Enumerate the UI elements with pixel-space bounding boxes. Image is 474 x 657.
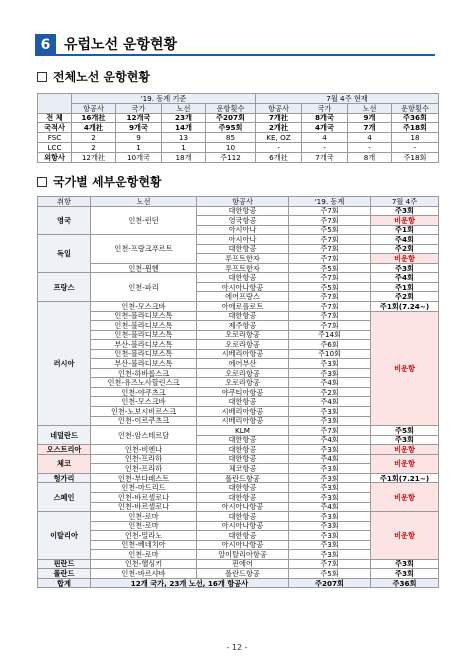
- table-cell: 10: [206, 142, 256, 152]
- table-row: [38, 454, 439, 464]
- winter-cell: 주7회: [289, 254, 371, 264]
- route-cell: 인천-블라디보스톡: [91, 321, 197, 331]
- column-header: 항공사: [256, 103, 302, 113]
- current-cell: 주4회: [371, 273, 439, 283]
- country-cell: 헝가리: [38, 473, 91, 483]
- table-cell: 12개社: [72, 152, 116, 162]
- winter-cell: 주3회: [289, 368, 371, 378]
- section-header: [35, 34, 435, 56]
- route-cell: 인천-베네치아: [91, 540, 197, 550]
- table-row: [38, 123, 439, 133]
- column-header: 운항횟수: [206, 103, 256, 113]
- current-cell: 주3회: [371, 569, 439, 579]
- table-cell: 2개社: [256, 123, 302, 133]
- total-current: 주36회: [371, 578, 439, 588]
- subsection-title-overall: [37, 70, 150, 85]
- column-header: 7월 4주: [371, 197, 439, 207]
- winter-cell: 주7회: [289, 311, 371, 321]
- winter-cell: 주3회: [289, 521, 371, 531]
- table-row: [38, 302, 439, 312]
- current-cell: 주3회: [371, 263, 439, 273]
- airline-cell: 대한항공: [197, 206, 289, 216]
- route-cell: 인천-모스크바: [91, 302, 197, 312]
- table-cell: -: [302, 142, 348, 152]
- route-cell: 인천-로마: [91, 550, 197, 560]
- winter-cell: 주7회: [289, 273, 371, 283]
- total-row: [38, 578, 439, 588]
- table-row: [38, 142, 439, 152]
- column-header: 국가: [302, 103, 348, 113]
- checkbox-icon: [37, 177, 47, 187]
- current-cell: 주3회: [371, 559, 439, 569]
- country-cell: 오스트리아: [38, 445, 91, 455]
- subsection-title-text: 전체노선 운항현황: [53, 70, 150, 84]
- column-header: 노선: [162, 103, 206, 113]
- route-cell: 인천-뮌헨: [91, 263, 197, 273]
- route-cell: 인천-마드리드: [91, 483, 197, 493]
- table-cell: 1: [162, 142, 206, 152]
- airline-cell: 시베리아항공: [197, 416, 289, 426]
- table-row: [38, 512, 439, 522]
- page-number: - 12 -: [226, 643, 248, 652]
- route-cell: 인천-비엔나: [91, 445, 197, 455]
- corner-cell: [38, 94, 72, 114]
- table-cell: 4: [348, 133, 392, 143]
- airline-cell: 폴란드항공: [197, 473, 289, 483]
- winter-cell: 주7회: [289, 292, 371, 302]
- airline-cell: 아에로플로트: [197, 302, 289, 312]
- winter-cell: 주7회: [289, 244, 371, 254]
- group-header: '19. 동계 기준: [72, 94, 256, 104]
- route-cell: 인천-헬싱키: [91, 559, 197, 569]
- airline-cell: 대한항공: [197, 483, 289, 493]
- winter-cell: 주5회: [289, 263, 371, 273]
- winter-cell: 주3회: [289, 473, 371, 483]
- table-cell: 14개: [162, 123, 206, 133]
- route-cell: 인천-로마: [91, 521, 197, 531]
- table-cell: 18개: [162, 152, 206, 162]
- route-cell: 인천-블라디보스톡: [91, 349, 197, 359]
- route-cell: 인천-유즈노사할린스크: [91, 378, 197, 388]
- table-row: [38, 559, 439, 569]
- column-header: 취항: [38, 197, 91, 207]
- winter-cell: 주7회: [289, 302, 371, 312]
- current-cell: 주2회: [371, 244, 439, 254]
- current-cell: 주1회: [371, 282, 439, 292]
- table-row: [38, 311, 439, 321]
- table-cell: 85: [206, 133, 256, 143]
- country-cell: 체코: [38, 454, 91, 473]
- table-row: [38, 569, 439, 579]
- airline-cell: KLM: [197, 426, 289, 436]
- table-cell: 2: [72, 142, 116, 152]
- airline-cell: 알이탈리아항공: [197, 550, 289, 560]
- table-cell: 7개국: [302, 152, 348, 162]
- airline-cell: 폴란드항공: [197, 569, 289, 579]
- airline-cell: 대한항공: [197, 397, 289, 407]
- current-cell: 주3회: [371, 435, 439, 445]
- airline-cell: 대한항공: [197, 244, 289, 254]
- winter-cell: 주3회: [289, 540, 371, 550]
- table-cell: 4개국: [302, 123, 348, 133]
- route-cell: 부산-블라디보스톡: [91, 340, 197, 350]
- table-cell: 6개社: [256, 152, 302, 162]
- route-cell: 인천-바르샤바: [91, 569, 197, 579]
- country-cell: 핀란드: [38, 559, 91, 569]
- row-label: LCC: [38, 142, 72, 152]
- column-header: 국가: [116, 103, 162, 113]
- winter-cell: 주4회: [289, 502, 371, 512]
- current-cell: 주2회: [371, 292, 439, 302]
- country-cell: 프랑스: [38, 273, 91, 302]
- airline-cell: 오로라항공: [197, 330, 289, 340]
- table-cell: 8개: [348, 152, 392, 162]
- winter-cell: 주3회: [289, 492, 371, 502]
- overall-route-table: [37, 93, 439, 163]
- subsection-title-text: 국가별 세부운항현황: [53, 175, 162, 189]
- airline-cell: 대한항공: [197, 311, 289, 321]
- table-cell: 주36회: [392, 113, 439, 123]
- table-row: [38, 152, 439, 162]
- table-cell: 7개社: [256, 113, 302, 123]
- winter-cell: 주4회: [289, 435, 371, 445]
- table-cell: 9개: [348, 113, 392, 123]
- current-cell: 주5회: [371, 426, 439, 436]
- table-row: [38, 483, 439, 493]
- current-cell: 비운항: [371, 445, 439, 455]
- current-cell: 주3회: [371, 206, 439, 216]
- table-row: [38, 426, 439, 436]
- airline-cell: 오로라항공: [197, 368, 289, 378]
- airline-cell: 아시아나항공: [197, 521, 289, 531]
- column-header: 항공사: [197, 197, 289, 207]
- winter-cell: 주7회: [289, 321, 371, 331]
- airline-cell: 대한항공: [197, 445, 289, 455]
- airline-cell: 체코항공: [197, 464, 289, 474]
- section-title: 유럽노선 운항현황: [64, 37, 178, 53]
- airline-cell: 에어부산: [197, 359, 289, 369]
- section-number: 6: [35, 34, 56, 56]
- table-cell: 9개국: [116, 123, 162, 133]
- current-cell: 비운항: [371, 311, 439, 426]
- country-cell: 스페인: [38, 483, 91, 512]
- winter-cell: 주3회: [289, 464, 371, 474]
- winter-cell: 주5회: [289, 569, 371, 579]
- winter-cell: 주7회: [289, 235, 371, 245]
- column-header: '19. 동계: [289, 197, 371, 207]
- table-cell: 23개: [162, 113, 206, 123]
- route-cell: 인천-이르쿠츠크: [91, 416, 197, 426]
- column-header: 노선: [348, 103, 392, 113]
- route-cell: 인천-하바롭스크: [91, 368, 197, 378]
- current-cell: 비운항: [371, 512, 439, 560]
- airline-cell: 아시아나항공: [197, 502, 289, 512]
- winter-cell: 주3회: [289, 483, 371, 493]
- route-cell: 인천-모스크바: [91, 397, 197, 407]
- table-cell: 9: [116, 133, 162, 143]
- current-cell: 주1회(7.24~): [371, 302, 439, 312]
- route-cell: 인천-노보시비르스크: [91, 407, 197, 417]
- total-winter: 주207회: [289, 578, 371, 588]
- row-label: FSC: [38, 133, 72, 143]
- table-cell: 주18회: [392, 152, 439, 162]
- group-header: 7월 4주 현재: [256, 94, 439, 104]
- table-cell: 주95회: [206, 123, 256, 133]
- column-header: 운항횟수: [392, 103, 439, 113]
- table-cell: -: [256, 142, 302, 152]
- airline-cell: 오로라항공: [197, 340, 289, 350]
- winter-cell: 주3회: [289, 512, 371, 522]
- current-cell: 비운항: [371, 254, 439, 264]
- current-cell: 주1회: [371, 225, 439, 235]
- current-cell: 비운항: [371, 216, 439, 226]
- country-cell: 이탈리아: [38, 512, 91, 560]
- route-cell: 인천-암스테르담: [91, 426, 197, 445]
- column-header: 항공사: [72, 103, 116, 113]
- route-cell: 인천-파리: [91, 273, 197, 302]
- column-header-row: [38, 103, 439, 113]
- winter-cell: 주4회: [289, 454, 371, 464]
- airline-cell: 시베리아항공: [197, 407, 289, 417]
- airline-cell: 핀에어: [197, 559, 289, 569]
- table-cell: -: [392, 142, 439, 152]
- table-row: [38, 206, 439, 216]
- table-cell: KE, OZ: [256, 133, 302, 143]
- winter-cell: 주5회: [289, 282, 371, 292]
- current-cell: 비운항: [371, 483, 439, 512]
- airline-cell: 아시아나항공: [197, 282, 289, 292]
- winter-cell: 주3회: [289, 416, 371, 426]
- route-cell: 인천-런던: [91, 206, 197, 235]
- airline-cell: 대한항공: [197, 531, 289, 541]
- winter-cell: 주4회: [289, 378, 371, 388]
- airline-cell: 오로라항공: [197, 378, 289, 388]
- subsection-title-country: [37, 175, 162, 190]
- country-detail-table: [37, 196, 439, 588]
- table-row: [38, 473, 439, 483]
- column-header-row: [38, 197, 439, 207]
- table-cell: 1: [116, 142, 162, 152]
- route-cell: 인천-부다페스트: [91, 473, 197, 483]
- winter-cell: 주5회: [289, 225, 371, 235]
- country-cell: 네덜란드: [38, 426, 91, 445]
- winter-cell: 주4회: [289, 397, 371, 407]
- table-cell: 4개社: [72, 123, 116, 133]
- checkbox-icon: [37, 72, 47, 82]
- total-label: 합계: [38, 578, 91, 588]
- airline-cell: 아시아나: [197, 235, 289, 245]
- table-cell: 18: [392, 133, 439, 143]
- winter-cell: 주7회: [289, 206, 371, 216]
- table-cell: 13: [162, 133, 206, 143]
- airline-cell: 시베리아항공: [197, 349, 289, 359]
- table-cell: 2: [72, 133, 116, 143]
- airline-cell: 대한항공: [197, 454, 289, 464]
- route-cell: 인천-프라하: [91, 454, 197, 464]
- table-row: [38, 273, 439, 283]
- winter-cell: 주6회: [289, 340, 371, 350]
- airline-cell: 아시아나: [197, 225, 289, 235]
- winter-cell: 주10회: [289, 349, 371, 359]
- airline-cell: 에어프랑스: [197, 292, 289, 302]
- airline-cell: 아시아나항공: [197, 540, 289, 550]
- current-cell: 주4회: [371, 235, 439, 245]
- table-cell: 12개국: [116, 113, 162, 123]
- route-cell: 인천-프랑크푸르트: [91, 235, 197, 264]
- route-cell: 인천-바르셀로나: [91, 492, 197, 502]
- winter-cell: 주14회: [289, 330, 371, 340]
- total-summary: 12개 국가, 23개 노선, 16개 항공사: [91, 578, 289, 588]
- table-row: [38, 445, 439, 455]
- current-cell: 주1회(7.21~): [371, 473, 439, 483]
- table-row: [38, 263, 439, 273]
- airline-cell: 야쿠티아항공: [197, 387, 289, 397]
- table-cell: 8개국: [302, 113, 348, 123]
- winter-cell: 주3회: [289, 359, 371, 369]
- table-cell: 주18회: [392, 123, 439, 133]
- table-cell: 7개: [348, 123, 392, 133]
- route-cell: 인천-프라하: [91, 464, 197, 474]
- winter-cell: 주7회: [289, 426, 371, 436]
- airline-cell: 대한항공: [197, 512, 289, 522]
- row-label: 국적사: [38, 123, 72, 133]
- table-row: [38, 133, 439, 143]
- route-cell: 인천-블라디보스톡: [91, 311, 197, 321]
- airline-cell: 제주항공: [197, 321, 289, 331]
- table-row: [38, 113, 439, 123]
- table-row: [38, 235, 439, 245]
- current-cell: 비운항: [371, 454, 439, 473]
- airline-cell: 대한항공: [197, 435, 289, 445]
- route-cell: 인천-블라디보스톡: [91, 330, 197, 340]
- airline-cell: 대한항공: [197, 492, 289, 502]
- route-cell: 부산-블라디보스톡: [91, 359, 197, 369]
- winter-cell: 주3회: [289, 445, 371, 455]
- winter-cell: 주3회: [289, 407, 371, 417]
- table-cell: 10개국: [116, 152, 162, 162]
- row-label: 외항사: [38, 152, 72, 162]
- row-label: 전 체: [38, 113, 72, 123]
- airline-cell: 영국항공: [197, 216, 289, 226]
- country-cell: 독일: [38, 235, 91, 273]
- winter-cell: 주3회: [289, 550, 371, 560]
- winter-cell: 주2회: [289, 387, 371, 397]
- airline-cell: 루프트한자: [197, 263, 289, 273]
- table-cell: 16개社: [72, 113, 116, 123]
- winter-cell: 주7회: [289, 559, 371, 569]
- group-header-row: [38, 94, 439, 104]
- table-cell: 4: [302, 133, 348, 143]
- table-cell: 주207회: [206, 113, 256, 123]
- column-header: 노선: [91, 197, 197, 207]
- route-cell: 인천-밀라노: [91, 531, 197, 541]
- table-cell: -: [348, 142, 392, 152]
- airline-cell: 루프트한자: [197, 254, 289, 264]
- winter-cell: 주3회: [289, 531, 371, 541]
- route-cell: 인천-야쿠츠크: [91, 387, 197, 397]
- country-cell: 폴란드: [38, 569, 91, 579]
- country-cell: 영국: [38, 206, 91, 235]
- table-cell: 주112: [206, 152, 256, 162]
- winter-cell: 주7회: [289, 216, 371, 226]
- country-cell: 러시아: [38, 302, 91, 426]
- route-cell: 인천-바르셀로나: [91, 502, 197, 512]
- route-cell: 인천-로마: [91, 512, 197, 522]
- airline-cell: 대한항공: [197, 273, 289, 283]
